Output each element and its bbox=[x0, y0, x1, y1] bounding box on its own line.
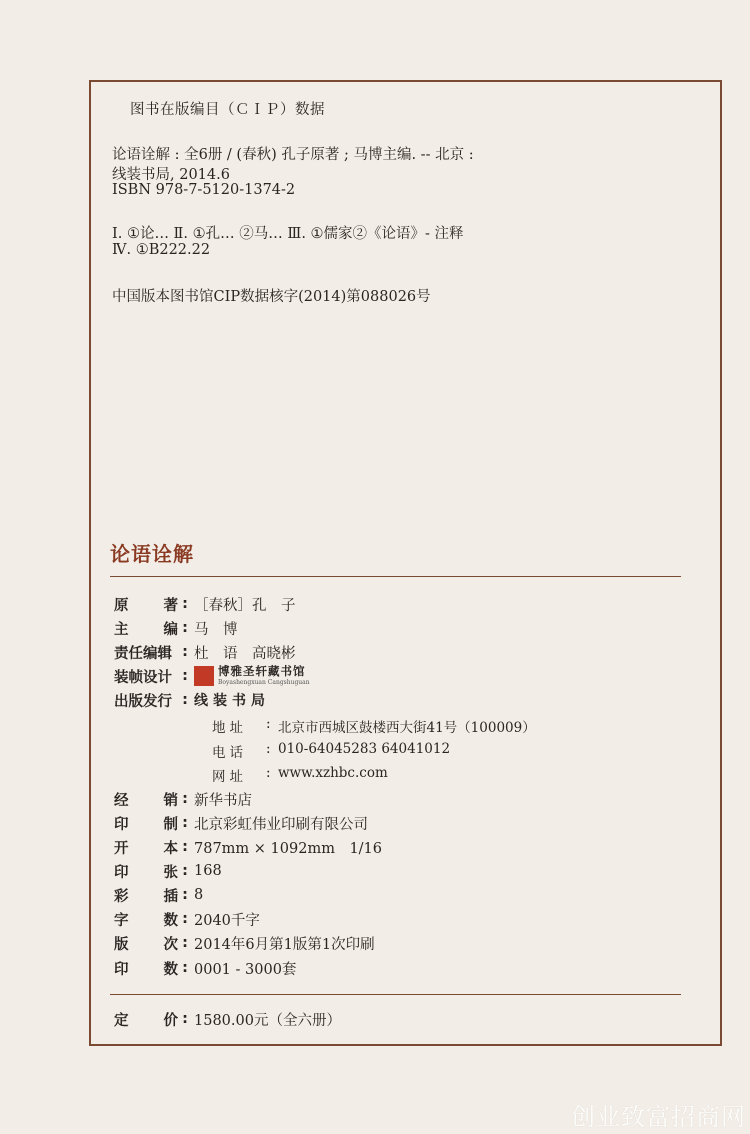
credit-value: 2040千字 bbox=[194, 912, 260, 929]
credit-author: 原 著 : ［春秋］孔 子 bbox=[114, 594, 296, 614]
credit-design: 装帧设计 : 博雅圣轩藏书馆 Boyashengxuan Cangshuguan bbox=[114, 664, 310, 686]
credit-printer: 印 制 : 北京彩虹伟业印刷有限公司 bbox=[114, 813, 368, 833]
credit-format: 开 本 : 787mm × 1092mm 1/16 bbox=[114, 837, 382, 857]
credit-edition: 版 次 : 2014年6月第1版第1次印刷 bbox=[114, 933, 375, 953]
cip-line-2: 线装书局, 2014.6 bbox=[112, 167, 230, 183]
publisher-name: 线装书局 bbox=[194, 693, 270, 709]
credit-label: 责任编辑 bbox=[114, 645, 172, 662]
credit-value: 0001 - 3000套 bbox=[194, 961, 297, 978]
credit-label: 字 数 bbox=[114, 912, 178, 929]
credit-word-count: 字 数 : 2040千字 bbox=[114, 909, 260, 929]
book-title: 论语诠解 bbox=[110, 542, 194, 566]
credit-publisher: 出版发行 : 线装书局 bbox=[114, 690, 270, 710]
credit-value: 1580.00元（全六册） bbox=[194, 1012, 341, 1029]
design-logo: 博雅圣轩藏书馆 Boyashengxuan Cangshuguan bbox=[192, 666, 310, 686]
credit-sheets: 印 张 : 168 bbox=[114, 861, 222, 881]
divider-bottom bbox=[110, 994, 681, 995]
cip-line-4: Ⅰ. ①论… Ⅱ. ①孔… ②马… Ⅲ. ①儒家②《论语》- 注释 bbox=[112, 226, 464, 242]
credit-distributor: 经 销 : 新华书店 bbox=[114, 789, 252, 809]
credit-editor: 主 编 : 马 博 bbox=[114, 618, 238, 638]
credit-value: 168 bbox=[194, 863, 222, 879]
credit-value: 新华书店 bbox=[194, 792, 252, 809]
credit-label: 装帧设计 bbox=[114, 669, 172, 686]
credit-label: 彩 插 bbox=[114, 888, 178, 905]
credit-label: 开 本 bbox=[114, 840, 178, 857]
cip-line-1: 论语诠解 : 全6册 / (春秋) 孔子原著 ; 马博主编. -- 北京 : bbox=[112, 147, 474, 163]
credit-plates: 彩 插 : 8 bbox=[114, 885, 203, 905]
cip-line-6: 中国版本图书馆CIP数据核字(2014)第088026号 bbox=[112, 289, 431, 305]
credit-value: 马 博 bbox=[194, 621, 238, 638]
credit-value: 杜 语 高晓彬 bbox=[194, 645, 296, 662]
credit-label: 定 价 bbox=[114, 1012, 178, 1029]
credit-value: 8 bbox=[194, 887, 204, 903]
credit-label: 印 数 bbox=[114, 961, 178, 978]
credit-value: 北京彩虹伟业印刷有限公司 bbox=[194, 816, 368, 833]
seal-icon bbox=[194, 666, 214, 686]
credit-price: 定 价 : 1580.00元（全六册） bbox=[114, 1009, 341, 1029]
credit-label: 主 编 bbox=[114, 621, 178, 638]
divider-top bbox=[110, 576, 681, 577]
credit-label: 原 著 bbox=[114, 597, 178, 614]
publisher-website: 网址 : www.xzhbc.com bbox=[212, 765, 388, 785]
publisher-address: 地址 : 北京市西城区鼓楼西大街41号（100009） bbox=[212, 716, 536, 736]
credit-value: ［春秋］孔 子 bbox=[194, 597, 296, 614]
credit-label: 出版发行 bbox=[114, 693, 172, 710]
watermark: 创业致富招商网 bbox=[571, 1103, 746, 1131]
credit-value: 787mm × 1092mm 1/16 bbox=[194, 840, 383, 857]
credit-print-run: 印 数 : 0001 - 3000套 bbox=[114, 958, 296, 978]
cip-heading: 图书在版编目（ＣＩＰ）数据 bbox=[130, 102, 325, 118]
credit-label: 印 制 bbox=[114, 816, 178, 833]
credit-label: 经 销 bbox=[114, 792, 178, 809]
credit-label: 印 张 bbox=[114, 864, 178, 881]
publisher-phone: 电话 : 010-64045283 64041012 bbox=[212, 741, 451, 761]
cip-line-5: Ⅳ. ①B222.22 bbox=[112, 242, 211, 258]
cip-line-3: ISBN 978-7-5120-1374-2 bbox=[112, 182, 296, 198]
credit-label: 版 次 bbox=[114, 936, 178, 953]
credit-responsible-editor: 责任编辑 : 杜 语 高晓彬 bbox=[114, 642, 296, 662]
credit-value: 2014年6月第1版第1次印刷 bbox=[194, 936, 375, 953]
